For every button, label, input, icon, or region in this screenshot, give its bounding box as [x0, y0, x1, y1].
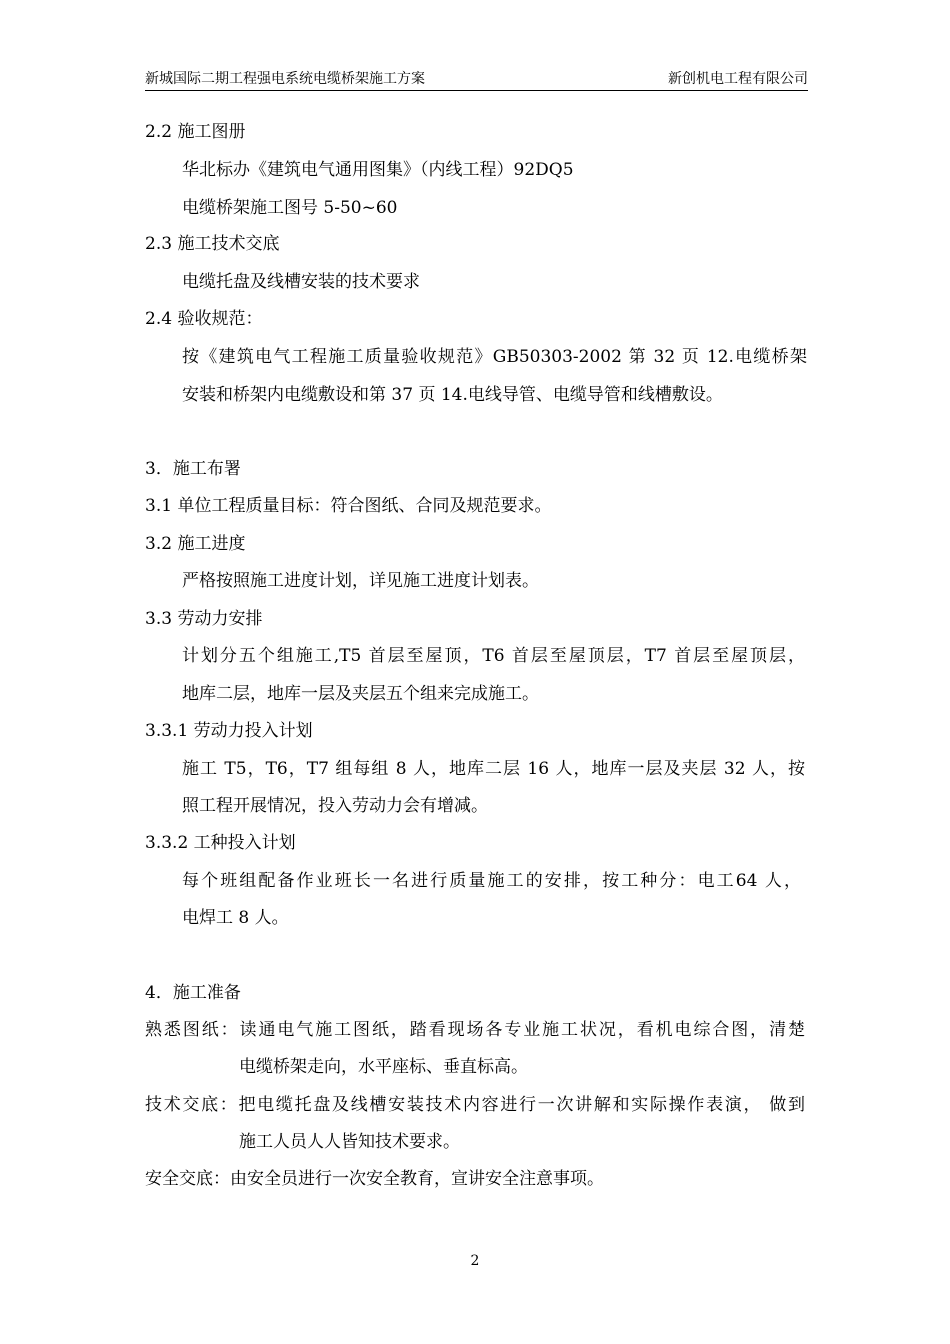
body-line: 华北标办《建筑电气通用图集》（内线工程）92DQ5 [182, 160, 574, 180]
body-line: 技术交底：把电缆托盘及线槽安装技术内容进行一次讲解和实际操作表演， 做到 [145, 1095, 805, 1115]
body-line: 每个班组配备作业班长一名进行质量施工的安排，按工种分：电工64 人， [182, 871, 801, 891]
body-line: 熟悉图纸：读通电气施工图纸，踏看现场各专业施工状况，看机电综合图，清楚 [145, 1020, 805, 1040]
section-heading-3-2: 3.2 施工进度 [145, 534, 246, 554]
body-line: 电焊工 8 人。 [182, 908, 289, 928]
section-heading-2-3: 2.3 施工技术交底 [145, 234, 280, 254]
section-heading-2-4: 2.4 验收规范： [145, 309, 263, 329]
section-heading-2-2: 2.2 施工图册 [145, 122, 246, 142]
body-line: 计划分五个组施工,T5 首层至屋顶，T6 首层至屋顶层，T7 首层至屋顶层， [182, 646, 805, 666]
body-line: 电缆桥架走向，水平座标、垂直标高。 [239, 1057, 528, 1077]
header-company-name: 新创机电工程有限公司 [668, 71, 808, 87]
page-header [145, 70, 808, 91]
body-line: 按《建筑电气工程施工质量验收规范》GB50303-2002 第 32 页 12.电缆桥架 [182, 347, 807, 367]
section-heading-3-1: 3.1 单位工程质量目标：符合图纸、合同及规范要求。 [145, 496, 552, 516]
section-heading-3-3-2: 3.3.2 工种投入计划 [145, 833, 296, 853]
body-line: 安全交底：由安全员进行一次安全教育，宣讲安全注意事项。 [145, 1169, 604, 1189]
body-line: 施工 T5，T6，T7 组每组 8 人，地库二层 16 人，地库一层及夹层 32 人，按 [182, 759, 805, 779]
body-line: 施工人员人人皆知技术要求。 [239, 1132, 460, 1152]
section-heading-3-3: 3.3 劳动力安排 [145, 609, 263, 629]
body-line: 安装和桥架内电缆敷设和第 37 页 14.电线导管、电缆导管和线槽敷设。 [182, 385, 723, 405]
section-heading-3-3-1: 3.3.1 劳动力投入计划 [145, 721, 313, 741]
section-heading-4: 4．施工准备 [145, 983, 241, 1003]
body-line: 严格按照施工进度计划，详见施工进度计划表。 [182, 571, 539, 591]
body-line: 地库二层，地库一层及夹层五个组来完成施工。 [182, 684, 539, 704]
body-line: 照工程开展情况，投入劳动力会有增减。 [182, 796, 488, 816]
header-document-title: 新城国际二期工程强电系统电缆桥架施工方案 [145, 71, 425, 87]
section-heading-3: 3．施工布署 [145, 459, 241, 479]
body-line: 电缆托盘及线槽安装的技术要求 [182, 272, 420, 292]
page-number: 2 [470, 1253, 480, 1269]
body-line: 电缆桥架施工图号 5-50~60 [182, 198, 398, 218]
